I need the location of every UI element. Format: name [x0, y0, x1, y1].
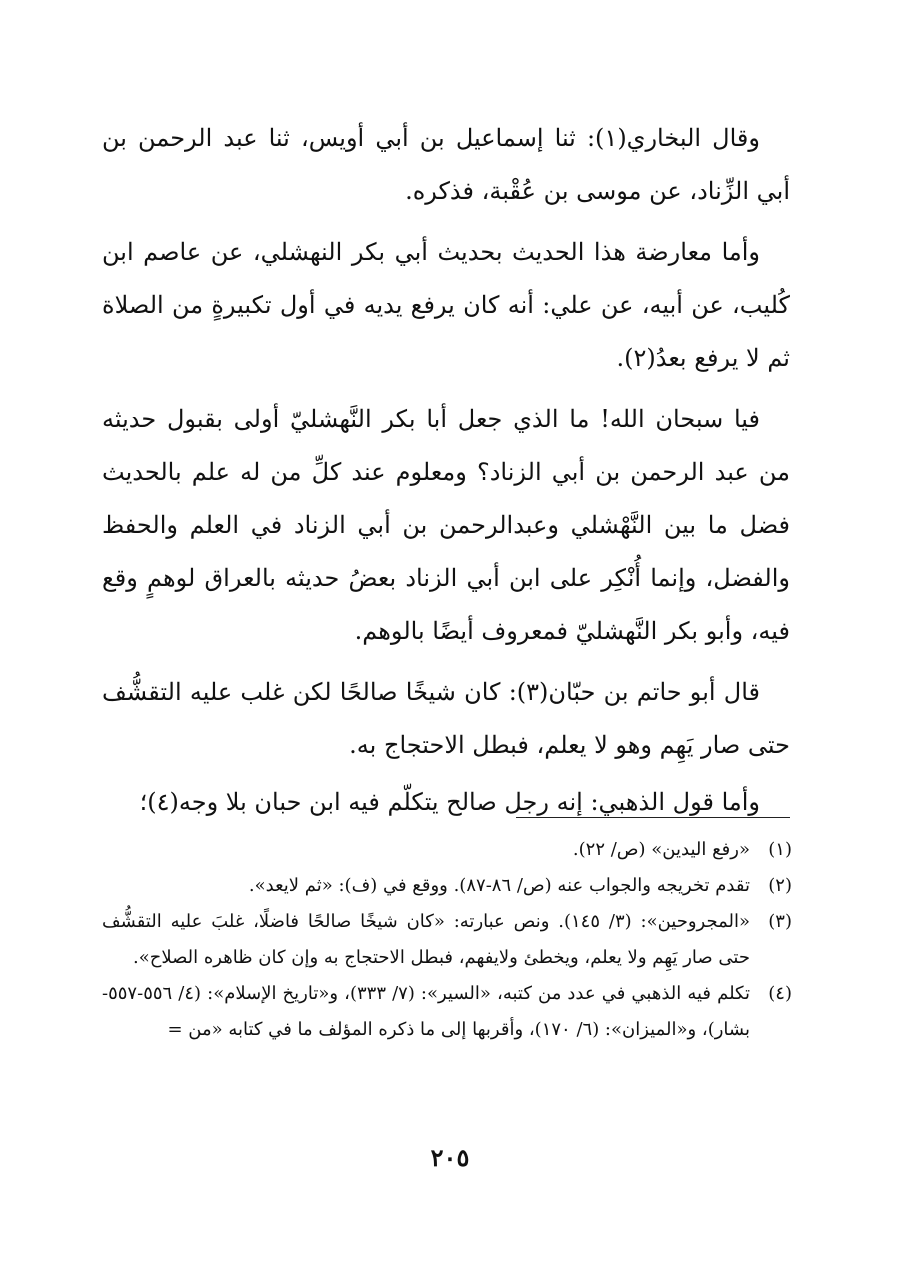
footnote-separator	[516, 817, 790, 818]
footnote-text: تقدم تخريجه والجواب عنه (ص/ ٨٦-٨٧). ووقع في (ف): «ثم لايعد».	[248, 875, 750, 896]
footnote-3	[102, 904, 792, 976]
footnote-text: «المجروحين»: (٣/ ١٤٥). ونص عبارته: «كان شيخًا صالحًا فاضلًا، غلبَ عليه التقشُّف حتى صار يَهِم ولا يعلم، ويخطئ ولايفهم، فبطل الاحتجاج به وإن كان ظاهره الصلاح».	[102, 911, 750, 968]
paragraph-nahshali-objection: وأما معارضة هذا الحديث بحديث أبي بكر النهشلي، عن عاصم ابن كُليب، عن أبيه، عن علي: أنه كان يرفع يديه في أول تكبيرةٍ من الصلاة ثم لا يرفع بعدُ(٢).	[102, 238, 790, 372]
footnote-number: (٤)	[768, 983, 792, 1004]
footnote-2	[102, 868, 792, 904]
paragraph-dhahabi: وأما قول الذهبي: إنه رجل صالح يتكلّم فيه ابن حبان بلا وجه(٤)؛	[139, 788, 760, 816]
paragraph-response: فيا سبحان الله! ما الذي جعل أبا بكر النَّهشليّ أولى بقبول حديثه من عبد الرحمن بن أبي الزناد؟ ومعلوم عند كلِّ من له علم بالحديث فضل ما بين النَّهْشلي وعبدالرحمن بن أبي الزناد في العلم والحفظ والفضل، وإنما أُنْكِر على ابن أبي الزناد بعضُ حديثه بالعراق لوهمٍ وقع فيه، وأبو بكر النَّهشليّ فمعروف أيضًا بالوهم.	[102, 405, 790, 645]
footnote-4	[102, 976, 792, 1048]
footnote-text: تكلم فيه الذهبي في عدد من كتبه، «السير»: (٧/ ٣٣٣)، و«تاريخ الإسلام»: (٤/ ٥٥٦-٥٥٧- بشار)، و«الميزان»: (٦/ ١٧٠)، وأقربها إلى ما ذكره المؤلف ما في كتابه «من =	[102, 983, 750, 1040]
main-text	[102, 112, 790, 833]
footnote-number: (٣)	[768, 911, 792, 932]
paragraph-bukhari-isnad: وقال البخاري(١): ثنا إسماعيل بن أبي أويس، ثنا عبد الرحمن بن أبي الزِّناد، عن موسى بن عُقْبة، فذكره.	[102, 124, 790, 205]
paragraph-ibn-hibban: قال أبو حاتم بن حبّان(٣): كان شيخًا صالحًا لكن غلب عليه التقشُّف حتى صار يَهِم وهو لا يعلم، فبطل الاحتجاج به.	[102, 678, 790, 759]
page-number: ٢٠٥	[430, 1143, 470, 1172]
footnote-number: (١)	[768, 839, 792, 860]
footnote-text: «رفع اليدين» (ص/ ٢٢).	[572, 839, 750, 860]
footnotes	[102, 832, 792, 1048]
footnote-1	[102, 832, 792, 868]
footnote-number: (٢)	[768, 875, 792, 896]
